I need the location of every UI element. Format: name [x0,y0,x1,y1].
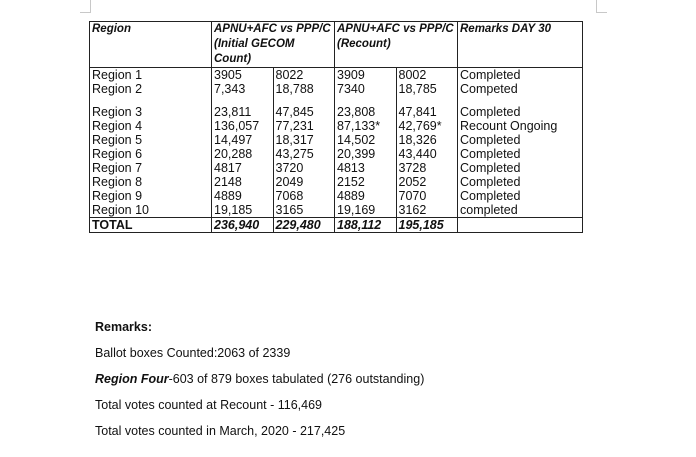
spacer-cell [335,96,397,105]
spacer-cell [396,96,458,105]
cell-gecom-apnu: 23,811 [212,105,274,119]
region-four-label: Region Four [95,372,169,386]
table-body [90,68,583,233]
cell-gecom-apnu: 3905 [212,68,274,83]
table-header-row [90,22,583,68]
cell-gecom-ppp: 8022 [273,68,335,83]
cell-gecom-apnu: 19,185 [212,203,274,218]
march-total-votes: Total votes counted in March, 2020 - 217,425 [95,424,346,438]
remarks-notes [95,318,424,448]
region-four-text: -603 of 879 boxes tabulated (276 outstanding) [168,372,425,386]
cell-recount-ppp: 43,440 [396,147,458,161]
cell-gecom-ppp: 77,231 [273,119,335,133]
total-recount-ppp: 195,185 [396,218,458,233]
header-remarks: Remarks DAY 30 [458,22,583,68]
header-initial-gecom-count: APNU+AFC vs PPP/C (Initial GECOM Count) [212,22,335,68]
cell-gecom-ppp: 3720 [273,161,335,175]
cell-remark: Completed [458,147,583,161]
notes-heading: Remarks: [95,320,152,334]
header-region: Region [90,22,212,68]
cell-gecom-ppp: 3165 [273,203,335,218]
table-row [90,147,583,161]
cell-recount-apnu: 4813 [335,161,397,175]
cell-recount-apnu: 20,399 [335,147,397,161]
cell-remark: Completed [458,189,583,203]
cell-recount-ppp: 3162 [396,203,458,218]
cell-recount-ppp: 7070 [396,189,458,203]
total-remark [458,218,583,233]
cell-recount-apnu: 87,133* [335,119,397,133]
cell-gecom-apnu: 2148 [212,175,274,189]
cell-gecom-apnu: 7,343 [212,82,274,96]
total-recount-apnu: 188,112 [335,218,397,233]
cell-remark: Recount Ongoing [458,119,583,133]
page-corner-mark-left [80,0,91,13]
cell-gecom-ppp: 47,845 [273,105,335,119]
table-row [90,68,583,83]
cell-recount-ppp: 2052 [396,175,458,189]
cell-gecom-ppp: 43,275 [273,147,335,161]
row-spacer [90,96,583,105]
table-row [90,189,583,203]
cell-region: Region 8 [90,175,212,189]
cell-recount-apnu: 3909 [335,68,397,83]
cell-recount-ppp: 47,841 [396,105,458,119]
cell-recount-ppp: 18,785 [396,82,458,96]
cell-recount-apnu: 19,169 [335,203,397,218]
table-row [90,82,583,96]
cell-gecom-ppp: 7068 [273,189,335,203]
total-label: TOTAL [90,218,212,233]
cell-remark: Competed [458,82,583,96]
cell-recount-apnu: 23,808 [335,105,397,119]
cell-gecom-ppp: 18,317 [273,133,335,147]
table-row [90,203,583,218]
cell-recount-ppp: 8002 [396,68,458,83]
cell-region: Region 6 [90,147,212,161]
region-four-note [95,370,424,389]
cell-gecom-apnu: 20,288 [212,147,274,161]
cell-recount-ppp: 3728 [396,161,458,175]
cell-gecom-ppp: 2049 [273,175,335,189]
table-row [90,105,583,119]
ballot-boxes-counted: Ballot boxes Counted:2063 of 2339 [95,346,291,360]
page-corner-mark-right [596,0,607,13]
cell-region: Region 4 [90,119,212,133]
cell-region: Region 7 [90,161,212,175]
spacer-cell [458,96,583,105]
table-total-row [90,218,583,233]
cell-remark: Completed [458,133,583,147]
cell-remark: completed [458,203,583,218]
cell-region: Region 2 [90,82,212,96]
spacer-cell [212,96,274,105]
spacer-cell [90,96,212,105]
cell-remark: Completed [458,68,583,83]
cell-recount-apnu: 7340 [335,82,397,96]
header-recount: APNU+AFC vs PPP/C (Recount) [335,22,458,68]
cell-gecom-apnu: 4817 [212,161,274,175]
total-gecom-apnu: 236,940 [212,218,274,233]
cell-gecom-apnu: 136,057 [212,119,274,133]
table-row [90,133,583,147]
cell-gecom-apnu: 14,497 [212,133,274,147]
cell-remark: Completed [458,105,583,119]
cell-region: Region 9 [90,189,212,203]
results-table [89,21,583,233]
table-row [90,161,583,175]
cell-remark: Completed [458,161,583,175]
cell-remark: Completed [458,175,583,189]
recount-total-votes: Total votes counted at Recount - 116,469 [95,398,323,412]
cell-recount-apnu: 4889 [335,189,397,203]
table-row [90,175,583,189]
cell-region: Region 10 [90,203,212,218]
cell-region: Region 5 [90,133,212,147]
cell-recount-apnu: 14,502 [335,133,397,147]
cell-gecom-apnu: 4889 [212,189,274,203]
cell-recount-ppp: 18,326 [396,133,458,147]
table-row [90,119,583,133]
cell-region: Region 1 [90,68,212,83]
spacer-cell [273,96,335,105]
cell-gecom-ppp: 18,788 [273,82,335,96]
total-gecom-ppp: 229,480 [273,218,335,233]
cell-recount-ppp: 42,769* [396,119,458,133]
cell-recount-apnu: 2152 [335,175,397,189]
cell-region: Region 3 [90,105,212,119]
